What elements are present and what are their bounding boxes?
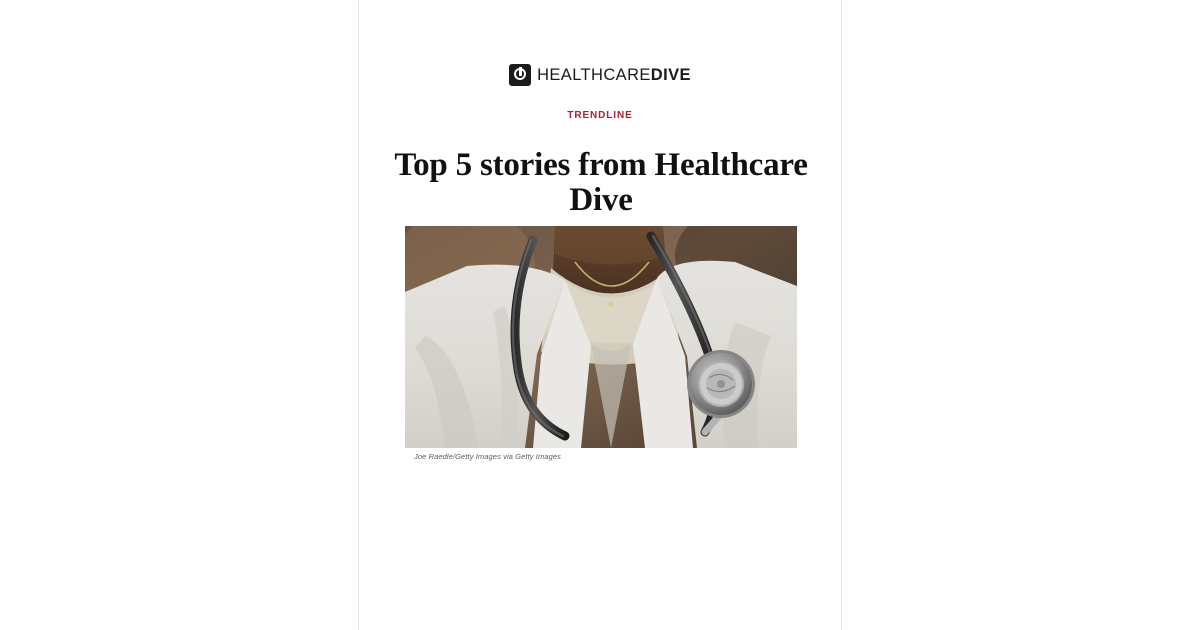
logo-word-second: DIVE (650, 65, 691, 84)
image-credit: Joe Raedle/Getty Images via Getty Images (414, 452, 561, 461)
page-title: Top 5 stories from Healthcare Dive (394, 147, 808, 219)
article-kicker: TRENDLINE (567, 110, 633, 121)
hero-illustration (405, 226, 797, 448)
dive-circle-icon (509, 64, 531, 86)
logo-word-first: HEALTHCARE (537, 65, 651, 84)
healthcare-dive-logo[interactable] (509, 64, 691, 86)
article-card (358, 0, 842, 630)
hero-image (405, 226, 797, 448)
site-header (359, 64, 841, 86)
logo-wordmark (537, 66, 691, 85)
